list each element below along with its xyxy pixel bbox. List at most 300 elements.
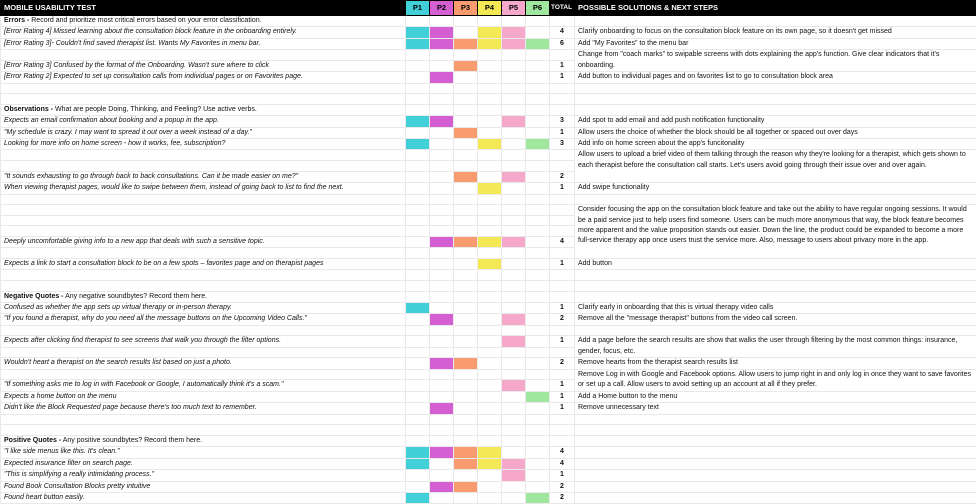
observation-cell[interactable] — [1, 194, 406, 205]
observation-cell[interactable] — [1, 248, 406, 259]
participant-cell-p3[interactable] — [454, 215, 478, 226]
participant-cell-p1[interactable] — [406, 215, 430, 226]
total-cell[interactable] — [550, 150, 575, 161]
participant-cell-p5[interactable] — [502, 492, 526, 503]
participant-cell-p1[interactable] — [406, 258, 430, 269]
participant-cell-p4[interactable] — [478, 205, 502, 216]
participant-cell-p2[interactable] — [430, 291, 454, 302]
total-cell[interactable]: 1 — [550, 336, 575, 347]
participant-cell-p5[interactable] — [502, 16, 526, 27]
total-cell[interactable] — [550, 94, 575, 105]
participant-cell-p5[interactable] — [502, 215, 526, 226]
participant-cell-p1[interactable] — [406, 303, 430, 314]
solution-cell[interactable] — [575, 435, 976, 446]
participant-cell-p5[interactable] — [502, 425, 526, 436]
observation-cell[interactable] — [1, 270, 406, 281]
participant-cell-p1[interactable] — [406, 435, 430, 446]
participant-cell-p6[interactable] — [526, 116, 550, 127]
participant-cell-p1[interactable] — [406, 492, 430, 503]
participant-cell-p4[interactable] — [478, 291, 502, 302]
participant-cell-p4[interactable] — [478, 38, 502, 49]
total-cell[interactable] — [550, 347, 575, 358]
participant-cell-p5[interactable] — [502, 72, 526, 83]
total-cell[interactable] — [550, 226, 575, 237]
participant-cell-p1[interactable] — [406, 325, 430, 336]
participant-cell-p2[interactable] — [430, 215, 454, 226]
total-cell[interactable]: 3 — [550, 116, 575, 127]
total-cell[interactable] — [550, 215, 575, 226]
total-cell[interactable] — [550, 291, 575, 302]
participant-cell-p6[interactable] — [526, 447, 550, 458]
participant-cell-p6[interactable] — [526, 314, 550, 325]
participant-cell-p4[interactable] — [478, 215, 502, 226]
participant-cell-p5[interactable] — [502, 83, 526, 94]
participant-cell-p3[interactable] — [454, 116, 478, 127]
participant-cell-p4[interactable] — [478, 72, 502, 83]
observation-cell[interactable]: Found Book Consultation Blocks pretty intuitive — [1, 481, 406, 492]
total-cell[interactable]: 2 — [550, 314, 575, 325]
participant-cell-p4[interactable] — [478, 248, 502, 259]
participant-cell-p3[interactable] — [454, 161, 478, 172]
participant-cell-p2[interactable] — [430, 171, 454, 182]
participant-cell-p2[interactable] — [430, 270, 454, 281]
participant-cell-p5[interactable] — [502, 38, 526, 49]
participant-cell-p3[interactable] — [454, 391, 478, 402]
total-cell[interactable]: 2 — [550, 358, 575, 369]
participant-cell-p4[interactable] — [478, 16, 502, 27]
participant-cell-p4[interactable] — [478, 27, 502, 38]
participant-cell-p1[interactable] — [406, 161, 430, 172]
participant-cell-p4[interactable] — [478, 50, 502, 61]
participant-cell-p4[interactable] — [478, 403, 502, 414]
participant-cell-p6[interactable] — [526, 336, 550, 347]
participant-cell-p5[interactable] — [502, 314, 526, 325]
participant-cell-p5[interactable] — [502, 248, 526, 259]
solution-cell[interactable] — [575, 291, 976, 302]
participant-cell-p6[interactable] — [526, 104, 550, 115]
participant-cell-p2[interactable] — [430, 258, 454, 269]
participant-cell-p2[interactable] — [430, 205, 454, 216]
participant-cell-p5[interactable] — [502, 27, 526, 38]
participant-cell-p4[interactable] — [478, 104, 502, 115]
participant-cell-p2[interactable] — [430, 358, 454, 369]
participant-cell-p1[interactable] — [406, 104, 430, 115]
participant-cell-p6[interactable] — [526, 215, 550, 226]
participant-cell-p3[interactable] — [454, 248, 478, 259]
solution-cell[interactable]: Add button — [575, 258, 976, 269]
participant-cell-p3[interactable] — [454, 127, 478, 138]
total-cell[interactable]: 1 — [550, 391, 575, 402]
participant-cell-p5[interactable] — [502, 481, 526, 492]
participant-cell-p3[interactable] — [454, 72, 478, 83]
participant-cell-p2[interactable] — [430, 303, 454, 314]
solution-cell[interactable] — [575, 194, 976, 205]
participant-cell-p6[interactable] — [526, 194, 550, 205]
participant-cell-p2[interactable] — [430, 94, 454, 105]
participant-cell-p5[interactable] — [502, 171, 526, 182]
observation-cell[interactable] — [1, 226, 406, 237]
participant-cell-p6[interactable] — [526, 27, 550, 38]
participant-cell-p2[interactable] — [430, 60, 454, 71]
observation-cell[interactable]: [Error Rating 4] Missed learning about the consultation block feature in the onboarding entirely. — [1, 27, 406, 38]
participant-cell-p4[interactable] — [478, 458, 502, 469]
participant-cell-p3[interactable] — [454, 194, 478, 205]
participant-cell-p6[interactable] — [526, 380, 550, 391]
participant-cell-p3[interactable] — [454, 336, 478, 347]
participant-cell-p3[interactable] — [454, 139, 478, 150]
participant-cell-p2[interactable] — [430, 492, 454, 503]
section-title-cell[interactable] — [1, 16, 406, 27]
total-cell[interactable]: 2 — [550, 492, 575, 503]
participant-cell-p3[interactable] — [454, 27, 478, 38]
solution-cell[interactable]: Allow users the choice of whether the block should be all together or spaced out over days — [575, 127, 976, 138]
participant-cell-p1[interactable] — [406, 183, 430, 194]
participant-cell-p2[interactable] — [430, 183, 454, 194]
total-cell[interactable]: 1 — [550, 127, 575, 138]
solution-cell[interactable] — [575, 447, 976, 458]
total-cell[interactable]: 4 — [550, 458, 575, 469]
participant-cell-p6[interactable] — [526, 458, 550, 469]
solution-cell[interactable] — [575, 414, 976, 425]
section-title-cell[interactable] — [1, 435, 406, 446]
participant-cell-p5[interactable] — [502, 347, 526, 358]
total-cell[interactable] — [550, 425, 575, 436]
participant-cell-p1[interactable] — [406, 447, 430, 458]
participant-cell-p3[interactable] — [454, 470, 478, 481]
participant-cell-p1[interactable] — [406, 50, 430, 61]
participant-cell-p3[interactable] — [454, 16, 478, 27]
participant-cell-p2[interactable] — [430, 325, 454, 336]
total-cell[interactable] — [550, 104, 575, 115]
observation-cell[interactable] — [1, 161, 406, 172]
participant-cell-p6[interactable] — [526, 270, 550, 281]
participant-cell-p2[interactable] — [430, 72, 454, 83]
participant-cell-p2[interactable] — [430, 27, 454, 38]
participant-cell-p3[interactable] — [454, 171, 478, 182]
participant-cell-p1[interactable] — [406, 150, 430, 161]
participant-cell-p1[interactable] — [406, 94, 430, 105]
participant-cell-p2[interactable] — [430, 16, 454, 27]
total-cell[interactable] — [550, 270, 575, 281]
participant-cell-p1[interactable] — [406, 236, 430, 247]
total-cell[interactable]: 4 — [550, 236, 575, 247]
participant-cell-p5[interactable] — [502, 447, 526, 458]
observation-cell[interactable]: Expects an email confirmation about booking and a popup in the app. — [1, 116, 406, 127]
section-title-cell[interactable] — [1, 291, 406, 302]
total-cell[interactable]: 1 — [550, 72, 575, 83]
observation-cell[interactable]: "This is simplifying a really intimidating process." — [1, 470, 406, 481]
solution-cell[interactable]: Add a Home button to the menu — [575, 391, 976, 402]
participant-cell-p2[interactable] — [430, 336, 454, 347]
participant-cell-p4[interactable] — [478, 425, 502, 436]
participant-cell-p4[interactable] — [478, 414, 502, 425]
solution-cell[interactable] — [575, 425, 976, 436]
total-cell[interactable] — [550, 414, 575, 425]
participant-cell-p6[interactable] — [526, 248, 550, 259]
participant-cell-p5[interactable] — [502, 458, 526, 469]
participant-cell-p3[interactable] — [454, 104, 478, 115]
participant-cell-p6[interactable] — [526, 303, 550, 314]
participant-cell-p3[interactable] — [454, 50, 478, 61]
observation-cell[interactable]: [Error Rating 3] Confused by the format of the Onboarding. Wasn't sure where to click — [1, 60, 406, 71]
observation-cell[interactable]: Deeply uncomfortable giving info to a new app that deals with such a sensitive topic. — [1, 236, 406, 247]
observation-cell[interactable] — [1, 205, 406, 216]
participant-header-p6[interactable]: P6 — [526, 1, 550, 16]
participant-cell-p5[interactable] — [502, 303, 526, 314]
participant-cell-p5[interactable] — [502, 470, 526, 481]
total-cell[interactable]: 4 — [550, 27, 575, 38]
total-cell[interactable]: 1 — [550, 380, 575, 391]
participant-cell-p5[interactable] — [502, 280, 526, 291]
solution-cell[interactable]: Consider focusing the app on the consultation block feature and take out the ability to have regular ongoing sessions. It would be a paid service just to help users find someone. Users can be much more anonymous that way, the block feature becomes more apparent and the value proposition stands out easier. Down the line, the product could be expanded to become a more full-service therapy app once users trust the service more. Also, message to users about privacy more in the app. — [575, 205, 976, 259]
participant-cell-p4[interactable] — [478, 83, 502, 94]
observation-cell[interactable]: "I like side menus like this. It's clean." — [1, 447, 406, 458]
participant-cell-p5[interactable] — [502, 336, 526, 347]
participant-header-p1[interactable]: P1 — [406, 1, 430, 16]
participant-cell-p3[interactable] — [454, 83, 478, 94]
participant-cell-p2[interactable] — [430, 470, 454, 481]
participant-cell-p6[interactable] — [526, 139, 550, 150]
participant-cell-p5[interactable] — [502, 183, 526, 194]
participant-cell-p4[interactable] — [478, 127, 502, 138]
participant-cell-p5[interactable] — [502, 150, 526, 161]
participant-cell-p5[interactable] — [502, 236, 526, 247]
participant-cell-p5[interactable] — [502, 116, 526, 127]
observation-cell[interactable]: "If you found a therapist, why do you need all the message buttons on the Upcoming Video Calls." — [1, 314, 406, 325]
participant-cell-p1[interactable] — [406, 127, 430, 138]
participant-cell-p6[interactable] — [526, 72, 550, 83]
participant-cell-p2[interactable] — [430, 458, 454, 469]
solution-cell[interactable]: Clarify onboarding to focus on the consultation block feature on its own page, so it doesn't get missed — [575, 27, 976, 38]
total-cell[interactable] — [550, 369, 575, 380]
participant-cell-p4[interactable] — [478, 183, 502, 194]
participant-cell-p1[interactable] — [406, 369, 430, 380]
participant-cell-p1[interactable] — [406, 194, 430, 205]
participant-cell-p4[interactable] — [478, 303, 502, 314]
participant-cell-p1[interactable] — [406, 27, 430, 38]
participant-cell-p4[interactable] — [478, 492, 502, 503]
participant-cell-p3[interactable] — [454, 291, 478, 302]
participant-cell-p2[interactable] — [430, 314, 454, 325]
participant-cell-p6[interactable] — [526, 492, 550, 503]
participant-cell-p4[interactable] — [478, 60, 502, 71]
participant-cell-p3[interactable] — [454, 183, 478, 194]
solution-cell[interactable] — [575, 83, 976, 94]
total-cell[interactable]: 2 — [550, 171, 575, 182]
participant-cell-p2[interactable] — [430, 425, 454, 436]
solution-cell[interactable] — [575, 325, 976, 336]
total-cell[interactable]: 1 — [550, 403, 575, 414]
total-cell[interactable] — [550, 50, 575, 61]
section-title-cell[interactable] — [1, 104, 406, 115]
participant-cell-p5[interactable] — [502, 391, 526, 402]
participant-cell-p2[interactable] — [430, 414, 454, 425]
participant-cell-p2[interactable] — [430, 104, 454, 115]
participant-cell-p3[interactable] — [454, 150, 478, 161]
participant-cell-p6[interactable] — [526, 258, 550, 269]
participant-cell-p1[interactable] — [406, 403, 430, 414]
observation-cell[interactable] — [1, 414, 406, 425]
observation-cell[interactable]: [Error Rating 2] Expected to set up consultation calls from individual pages or on Favorites page. — [1, 72, 406, 83]
participant-cell-p4[interactable] — [478, 270, 502, 281]
total-cell[interactable] — [550, 83, 575, 94]
participant-cell-p4[interactable] — [478, 358, 502, 369]
participant-cell-p4[interactable] — [478, 325, 502, 336]
participant-cell-p4[interactable] — [478, 435, 502, 446]
participant-cell-p3[interactable] — [454, 60, 478, 71]
participant-cell-p1[interactable] — [406, 314, 430, 325]
participant-cell-p5[interactable] — [502, 94, 526, 105]
participant-cell-p5[interactable] — [502, 50, 526, 61]
participant-cell-p4[interactable] — [478, 236, 502, 247]
participant-cell-p3[interactable] — [454, 492, 478, 503]
participant-cell-p4[interactable] — [478, 380, 502, 391]
total-cell[interactable] — [550, 161, 575, 172]
participant-cell-p1[interactable] — [406, 205, 430, 216]
participant-cell-p3[interactable] — [454, 325, 478, 336]
total-cell[interactable]: 6 — [550, 38, 575, 49]
participant-cell-p1[interactable] — [406, 280, 430, 291]
participant-cell-p5[interactable] — [502, 369, 526, 380]
participant-cell-p5[interactable] — [502, 258, 526, 269]
observation-cell[interactable] — [1, 369, 406, 380]
observation-cell[interactable]: "If something asks me to log in with Facebook or Google, I automatically think it's a scam." — [1, 380, 406, 391]
solution-cell[interactable]: Change from "coach marks" to swipable screens with dots explaining the app's function. Give clear indicators that it's onboarding. — [575, 50, 976, 72]
participant-cell-p6[interactable] — [526, 470, 550, 481]
participant-cell-p2[interactable] — [430, 127, 454, 138]
solution-cell[interactable] — [575, 94, 976, 105]
participant-cell-p5[interactable] — [502, 104, 526, 115]
participant-cell-p3[interactable] — [454, 38, 478, 49]
participant-cell-p1[interactable] — [406, 425, 430, 436]
observation-cell[interactable]: [Error Rating 3]- Couldn't find saved therapist list. Wants My Favorites in menu bar. — [1, 38, 406, 49]
participant-cell-p1[interactable] — [406, 248, 430, 259]
participant-cell-p2[interactable] — [430, 116, 454, 127]
observation-cell[interactable] — [1, 325, 406, 336]
total-cell[interactable] — [550, 248, 575, 259]
total-cell[interactable]: 3 — [550, 139, 575, 150]
participant-cell-p1[interactable] — [406, 391, 430, 402]
participant-cell-p6[interactable] — [526, 16, 550, 27]
participant-cell-p3[interactable] — [454, 358, 478, 369]
observation-cell[interactable]: When viewing therapist pages, would like to swipe between them, instead of going back to list to find the next. — [1, 183, 406, 194]
participant-cell-p5[interactable] — [502, 127, 526, 138]
total-cell[interactable]: 1 — [550, 303, 575, 314]
participant-cell-p3[interactable] — [454, 347, 478, 358]
participant-cell-p3[interactable] — [454, 94, 478, 105]
participant-cell-p6[interactable] — [526, 127, 550, 138]
participant-cell-p4[interactable] — [478, 171, 502, 182]
participant-cell-p1[interactable] — [406, 458, 430, 469]
solution-cell[interactable] — [575, 270, 976, 281]
participant-cell-p4[interactable] — [478, 336, 502, 347]
observation-cell[interactable] — [1, 150, 406, 161]
participant-cell-p4[interactable] — [478, 94, 502, 105]
participant-cell-p5[interactable] — [502, 403, 526, 414]
participant-header-p3[interactable]: P3 — [454, 1, 478, 16]
participant-cell-p3[interactable] — [454, 435, 478, 446]
total-cell[interactable]: 1 — [550, 60, 575, 71]
participant-cell-p2[interactable] — [430, 391, 454, 402]
participant-cell-p1[interactable] — [406, 336, 430, 347]
total-cell[interactable]: 1 — [550, 183, 575, 194]
participant-cell-p5[interactable] — [502, 380, 526, 391]
observation-cell[interactable]: Looking for more info on home screen - how it works, fee, subscription? — [1, 139, 406, 150]
participant-cell-p5[interactable] — [502, 60, 526, 71]
observation-cell[interactable] — [1, 215, 406, 226]
participant-cell-p5[interactable] — [502, 161, 526, 172]
participant-cell-p4[interactable] — [478, 347, 502, 358]
participant-cell-p6[interactable] — [526, 414, 550, 425]
participant-cell-p1[interactable] — [406, 481, 430, 492]
participant-cell-p4[interactable] — [478, 470, 502, 481]
participant-cell-p6[interactable] — [526, 358, 550, 369]
solution-cell[interactable]: Remove unnecessary text — [575, 403, 976, 414]
participant-cell-p2[interactable] — [430, 139, 454, 150]
observation-cell[interactable] — [1, 50, 406, 61]
solution-cell[interactable]: Add spot to add email and add push notification functionality — [575, 116, 976, 127]
participant-cell-p4[interactable] — [478, 391, 502, 402]
participant-cell-p1[interactable] — [406, 270, 430, 281]
participant-cell-p4[interactable] — [478, 280, 502, 291]
total-cell[interactable]: 1 — [550, 470, 575, 481]
participant-cell-p2[interactable] — [430, 280, 454, 291]
participant-cell-p5[interactable] — [502, 414, 526, 425]
participant-cell-p2[interactable] — [430, 150, 454, 161]
participant-cell-p5[interactable] — [502, 194, 526, 205]
participant-cell-p6[interactable] — [526, 60, 550, 71]
participant-cell-p6[interactable] — [526, 369, 550, 380]
observation-cell[interactable] — [1, 94, 406, 105]
total-cell[interactable]: 1 — [550, 258, 575, 269]
observation-cell[interactable]: Confused as whether the app sets up virtual therapy or in-person therapy. — [1, 303, 406, 314]
participant-cell-p2[interactable] — [430, 481, 454, 492]
observation-cell[interactable]: Didn't like the Block Requested page because there's too much text to remember. — [1, 403, 406, 414]
participant-cell-p6[interactable] — [526, 205, 550, 216]
participant-cell-p4[interactable] — [478, 161, 502, 172]
participant-cell-p3[interactable] — [454, 369, 478, 380]
solution-cell[interactable]: Add button to individual pages and on favorites list to go to consultation block area — [575, 72, 976, 83]
participant-cell-p6[interactable] — [526, 325, 550, 336]
participant-cell-p2[interactable] — [430, 83, 454, 94]
participant-cell-p6[interactable] — [526, 83, 550, 94]
participant-cell-p5[interactable] — [502, 226, 526, 237]
participant-cell-p3[interactable] — [454, 226, 478, 237]
observation-cell[interactable]: "It sounds exhausting to go through back to back consultations. Can it be made easier on me?" — [1, 171, 406, 182]
total-cell[interactable] — [550, 280, 575, 291]
participant-cell-p1[interactable] — [406, 83, 430, 94]
observation-cell[interactable] — [1, 83, 406, 94]
participant-cell-p2[interactable] — [430, 194, 454, 205]
total-cell[interactable]: 2 — [550, 481, 575, 492]
solution-cell[interactable]: Clarify early in onboarding that this is virtual therapy video calls — [575, 303, 976, 314]
participant-cell-p2[interactable] — [430, 403, 454, 414]
solution-cell[interactable]: Remove all the "message therapist" buttons from the video call screen. — [575, 314, 976, 325]
solution-cell[interactable] — [575, 16, 976, 27]
participant-cell-p4[interactable] — [478, 258, 502, 269]
participant-cell-p1[interactable] — [406, 72, 430, 83]
participant-cell-p3[interactable] — [454, 380, 478, 391]
participant-cell-p3[interactable] — [454, 403, 478, 414]
participant-cell-p1[interactable] — [406, 470, 430, 481]
participant-cell-p6[interactable] — [526, 391, 550, 402]
participant-cell-p3[interactable] — [454, 205, 478, 216]
participant-cell-p6[interactable] — [526, 226, 550, 237]
participant-cell-p1[interactable] — [406, 139, 430, 150]
observation-cell[interactable]: Wouldn't heart a therapist on the search results list based on just a photo. — [1, 358, 406, 369]
participant-cell-p2[interactable] — [430, 38, 454, 49]
participant-cell-p5[interactable] — [502, 291, 526, 302]
